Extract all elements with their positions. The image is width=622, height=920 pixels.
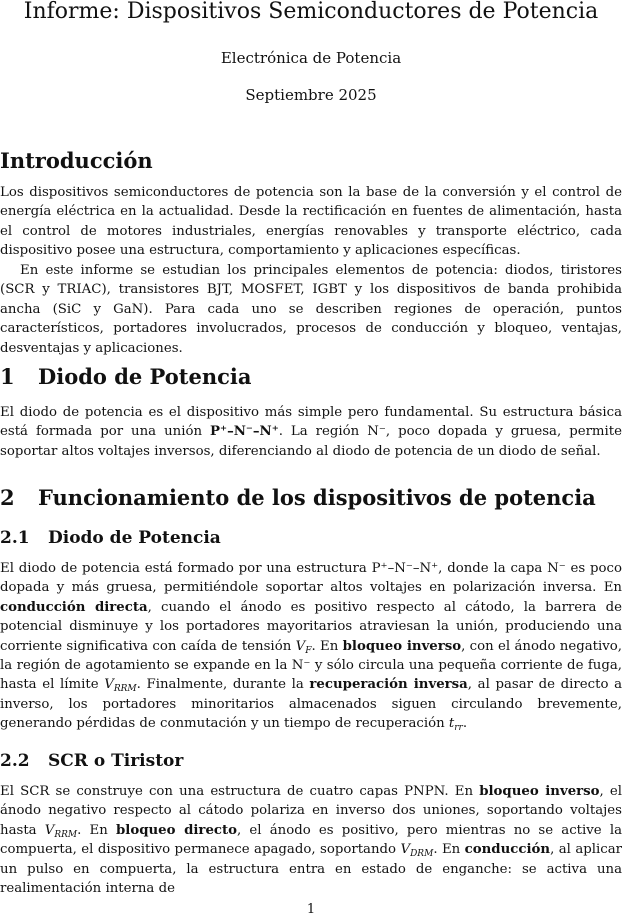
intro-heading: Introducción <box>0 148 153 173</box>
intro-paragraph-2: En este informe se estudian los principales elementos de potencia: diodos, tiristores (SCR y TRIAC), transistores BJT, MOSFET, IGBT y los dispositivos de banda prohibida ancha (SiC y GaN). Para cada uno se describen regiones de operación, puntos característicos, portadores involucrados, procesos de conducción y bloqueo, ventajas, desventajas y aplicaciones. <box>0 263 622 356</box>
section-1-heading <box>0 364 252 389</box>
section-number: 2 <box>0 485 15 510</box>
section-title: Funcionamiento de los dispositivos de potencia <box>38 485 596 510</box>
document-subtitle: Electrónica de Potencia <box>220 49 402 67</box>
subsection-number: 2.1 <box>0 528 30 548</box>
section-number: 1 <box>0 364 15 389</box>
subsection-number: 2.2 <box>0 751 30 771</box>
document-title: Informe: Dispositivos Semiconductores de Potencia <box>23 0 599 24</box>
subsection-2-2-heading <box>0 751 183 771</box>
subsection-2-1-paragraph: El diodo de potencia está formado por una estructura P⁺–N⁻–N⁺, donde la capa N⁻ es poco dopada y más gruesa, permitiéndole soportar altos voltajes en polarización inversa. En conducción directa, cuando el ánodo es positivo respecto al cátodo, la barrera de potencial disminuye y los portadores mayoritarios atraviesan la unión, produciendo una corriente significativa con caída de tensión $V_F$. En bloqueo inverso, con el ánodo negativo, la región de agotamiento se expande en la N⁻ y sólo circula una pequeña corriente de fuga, hasta el límite $V_{RRM}$. Finalmente, durante la recuperación inversa, al pasar de directo a inverso, los portadores minoritarios almacenados siguen circulando brevemente, generando pérdidas de conmutación y un tiempo de recuperación $t_{rr}$. <box>0 561 622 734</box>
section-2-heading <box>0 485 596 510</box>
section-1-paragraph: El diodo de potencia es el dispositivo más simple pero fundamental. Su estructura básica está formada por una unión P⁺–N⁻–N⁺. La región N⁻, poco dopada y gruesa, permite soportar altos voltajes inversos, diferenciando al diodo de potencia de un diodo de señal. <box>0 405 622 459</box>
subsection-2-2-paragraph: El SCR se construye con una estructura de cuatro capas PNPN. En bloqueo inverso, el ánodo negativo respecto al cátodo polariza en inverso dos uniones, soportando voltajes hasta $V_{RRM}$. En bloqueo directo, el ánodo es positivo, pero mientras no se active la compuerta, el dispositivo permanece apagado, soportando $V_{DRM}$. En conducción, al aplicar un pulso en compuerta, la estructura entra en estado de enganche: se activa una realimentación interna de <box>0 784 622 897</box>
section-title: Diodo de Potencia <box>38 364 252 389</box>
intro-paragraph-1: Los dispositivos semiconductores de potencia son la base de la conversión y el control de energía eléctrica en la actualidad. Desde la rectificación en fuentes de alimentación, hasta el control de motores industriales, energías renovables y transporte eléctrico, cada dispositivo posee una estructura, comportamiento y aplicaciones específicas. <box>0 185 622 259</box>
document-date: Septiembre 2025 <box>245 86 377 104</box>
subsection-title: SCR o Tiristor <box>48 751 184 771</box>
subsection-2-1-heading <box>0 528 221 548</box>
page-number: 1 <box>306 902 316 917</box>
subsection-title: Diodo de Potencia <box>48 528 221 548</box>
junction-structure: P⁺–N⁻–N⁺ <box>210 424 279 440</box>
